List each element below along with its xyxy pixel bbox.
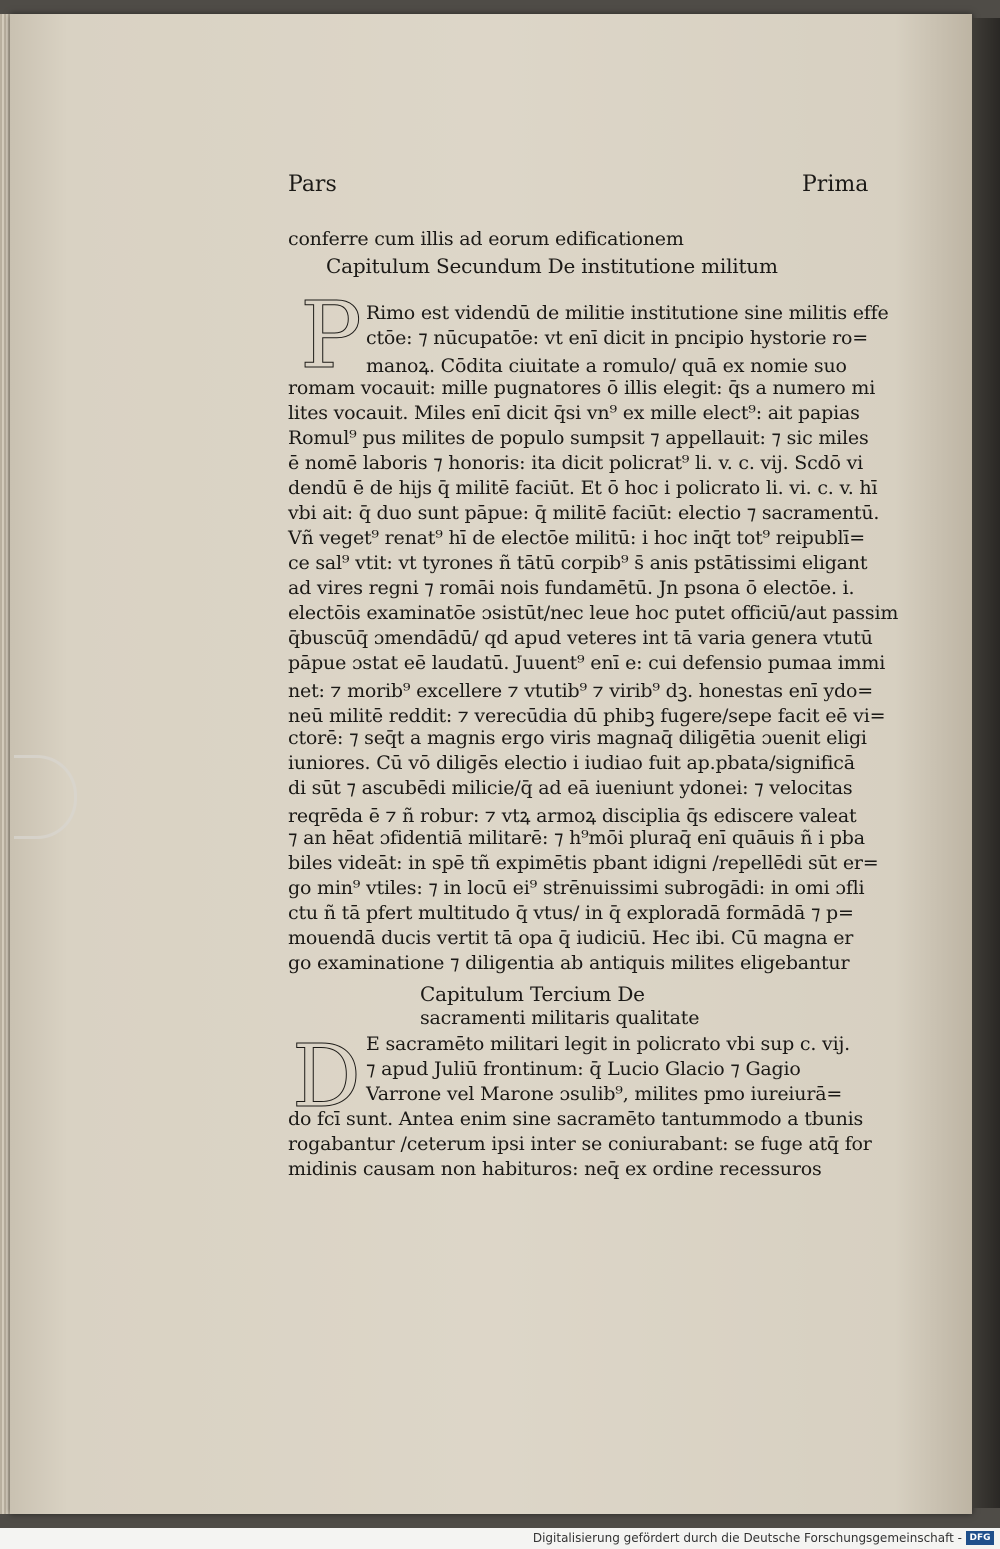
- text-line: ⁊ an hēat ɔfidentiā militarē: ⁊ h⁹mōi pluraq̄ enī quāuis ñ i pba: [288, 827, 865, 849]
- text-line: lites vocauit. Miles enī dicit q̄si vn⁹ ex mille elect⁹: ait papias: [288, 402, 860, 424]
- chapter-heading-subtitle: sacramenti militaris qualitate: [420, 1007, 700, 1029]
- text-line: pāpue ɔstat eē laudatū. Juuent⁹ enī e: cui defensio pumaa immi: [288, 652, 886, 674]
- text-line: q̄buscūq̄ ɔmendādū/ qd apud veteres int tā varia genera vtutū: [288, 627, 873, 649]
- text-line: mouendā ducis vertit tā opa q̄ iudiciū. Hec ibi. Cū magna er: [288, 927, 854, 949]
- text-line: net: ⁊ morib⁹ excellere ⁊ vtutib⁹ ⁊ virib⁹ dꝫ. honestas enī ydo=: [288, 680, 873, 702]
- text-line: electōis examinatōe ɔsistūt/nec leue hoc putet officiū/aut passim: [288, 602, 899, 624]
- text-line: rogabantur /ceterum ipsi inter se coniurabant: se fuge atq̄ for: [288, 1133, 872, 1155]
- text-line: midinis causam non habituros: neq̄ ex ordine recessuros: [288, 1158, 822, 1180]
- decorated-initial-p: P: [300, 282, 362, 389]
- text-line: ce sal⁹ vtit: vt tyrones ñ tātū corpib⁹ s̄ anis pstātissimi eligant: [288, 552, 868, 574]
- text-line: dendū ē de hijs q̄ militē faciūt. Et ō hoc i policrato li. vi. c. v. hī: [288, 477, 878, 499]
- text-line: Romul⁹ pus milites de populo sumpsit ⁊ appellauit: ⁊ sic miles: [288, 427, 869, 449]
- text-line: neū militē reddit: ⁊ verecūdia dū phibꝫ fugere/sepe facit eē vi=: [288, 705, 886, 727]
- text-line: ad vires regni ⁊ romāi nois fundamētū. Jn psona ō electōe. i.: [288, 577, 855, 599]
- running-header-left: Pars: [288, 172, 337, 197]
- text-line: ctu ñ tā pfert multitudo q̄ vtus/ in q̄ exploradā formādā ⁊ p=: [288, 902, 854, 924]
- text-line: go examinatione ⁊ diligentia ab antiquis milites eligebantur: [288, 952, 850, 974]
- text-line: do fcī sunt. Antea enim sine sacramēto tantummodo a tbunis: [288, 1108, 864, 1130]
- text-line: ctorē: ⁊ seq̄t a magnis ergo viris magnaq̄ diligētia ɔuenit eligi: [288, 727, 867, 749]
- text-line: go min⁹ vtiles: ⁊ in locū ei⁹ strēnuissimi subrogādi: in omi ɔfli: [288, 877, 865, 899]
- text-line: iuniores. Cū vō diligēs electio i iudiao fuit ap.pbata/significā: [288, 752, 855, 774]
- text-line: ⁊ apud Juliū frontinum: q̄ Lucio Glacio ⁊ Gagio: [366, 1058, 801, 1080]
- text-line: manoꝝ. Cōdita ciuitate a romulo/ quā ex nomie suo: [366, 355, 847, 377]
- text-line: Rimo est videndū de militie institutione sine militis effe: [366, 302, 889, 324]
- text-line: Varrone vel Marone ɔsulib⁹, milites pmo iureiurā=: [366, 1083, 843, 1105]
- text-line: reqrēda ē ⁊ ñ robur: ⁊ vtꝝ armoꝝ disciplia q̄s ediscere valeat: [288, 805, 857, 827]
- text-line: ctōe: ⁊ nūcupatōe: vt enī dicit in pncipio hystorie ro=: [366, 327, 868, 349]
- text-line: vbi ait: q̄ duo sunt pāpue: q̄ militē faciūt: electio ⁊ sacramentū.: [288, 502, 880, 524]
- text-line: di sūt ⁊ ascubēdi milicie/q̄ ad eā iueniunt ydonei: ⁊ velocitas: [288, 777, 853, 799]
- page-stack-right-edge: [972, 18, 1000, 1508]
- running-header-right: Prima: [802, 172, 869, 197]
- text-line: E sacramēto militari legit in policrato vbi sup c. vij.: [366, 1033, 850, 1055]
- text-line: conferre cum illis ad eorum edificationem: [288, 228, 684, 250]
- funding-notice: Digitalisierung gefördert durch die Deutsche Forschungsgemeinschaft -: [532, 1531, 962, 1545]
- text-line: ē nomē laboris ⁊ honoris: ita dicit policrat⁹ li. v. c. vij. Scdō vi: [288, 452, 864, 474]
- text-line: biles videāt: in spē tñ expimētis pbant idigni /repellēdi sūt er=: [288, 852, 879, 874]
- chapter-heading: Capitulum Tercium De: [420, 982, 645, 1006]
- footer-bar: [0, 1528, 1000, 1549]
- text-line: romam vocauit: mille pugnatores ō illis elegit: q̄s a numero mi: [288, 377, 876, 399]
- text-line: Vñ veget⁹ renat⁹ hī de electōe militū: i hoc inq̄t tot⁹ reipublī=: [288, 527, 866, 549]
- dfg-logo-icon: DFG: [966, 1531, 994, 1545]
- decorated-initial-d: D: [292, 1027, 361, 1127]
- chapter-heading: Capitulum Secundum De institutione militum: [326, 254, 778, 278]
